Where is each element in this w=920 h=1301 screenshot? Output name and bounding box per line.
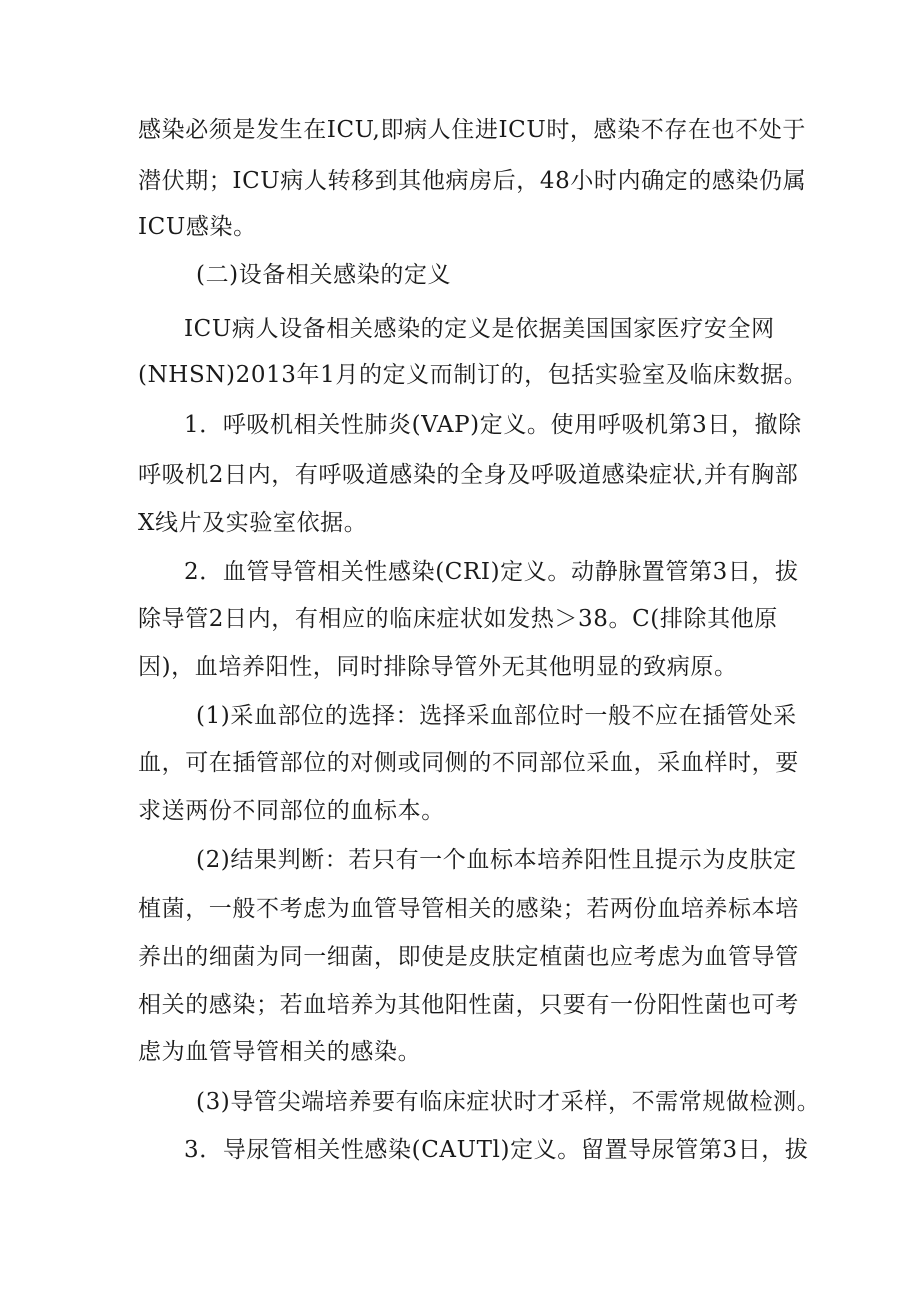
- text-line: (NHSN)2013年1月的定义而制订的，包括实验室及临床数据。: [138, 362, 808, 388]
- text-line: ICU感染。: [138, 214, 257, 240]
- text-line: (1)采血部位的选择：选择采血部位时一般不应在插管处采: [196, 703, 797, 729]
- text-line: 潜伏期；ICU病人转移到其他病房后，48小时内确定的感染仍属: [138, 168, 807, 194]
- text-line: 养出的细菌为同一细菌，即使是皮肤定植菌也应考虑为血管导管: [138, 944, 799, 970]
- text-line: 感染必须是发生在ICU,即病人住进ICU时，感染不存在也不处于: [138, 117, 806, 143]
- text-line: 因)，血培养阳性，同时排除导管外无其他明显的致病原。: [138, 654, 738, 680]
- section-heading: (二)设备相关感染的定义: [196, 262, 452, 288]
- text-line: 血，可在插管部位的对侧或同侧的不同部位采血，采血样时，要: [138, 750, 799, 776]
- text-line: 虑为血管导管相关的感染。: [138, 1039, 422, 1065]
- text-line: 求送两份不同部位的血标本。: [138, 798, 445, 824]
- text-line: 相关的感染；若血培养为其他阳性菌，只要有一份阳性菌也可考: [138, 992, 799, 1018]
- text-line: ICU病人设备相关感染的定义是依据美国国家医疗安全网: [184, 316, 775, 342]
- text-line: 2．血管导管相关性感染(CRI)定义。动静脉置管第3日，拔: [184, 559, 799, 585]
- text-line: 1．呼吸机相关性肺炎(VAP)定义。使用呼吸机第3日，撤除: [184, 412, 802, 438]
- text-line: 3．导尿管相关性感染(CAUTl)定义。留置导尿管第3日，拔: [184, 1137, 809, 1163]
- text-line: 植菌，一般不考虑为血管导管相关的感染；若两份血培养标本培: [138, 896, 799, 922]
- text-line: 呼吸机2日内，有呼吸道感染的全身及呼吸道感染症状,并有胸部: [138, 462, 799, 488]
- text-line: (2)结果判断：若只有一个血标本培养阳性且提示为皮肤定: [196, 847, 797, 873]
- text-line: 除导管2日内，有相应的临床症状如发热＞38。C(排除其他原: [138, 606, 778, 632]
- text-line: (3)导管尖端培养要有临床症状时才采样，不需常规做检测。: [196, 1089, 821, 1115]
- text-line: X线片及实验室依据。: [138, 510, 368, 536]
